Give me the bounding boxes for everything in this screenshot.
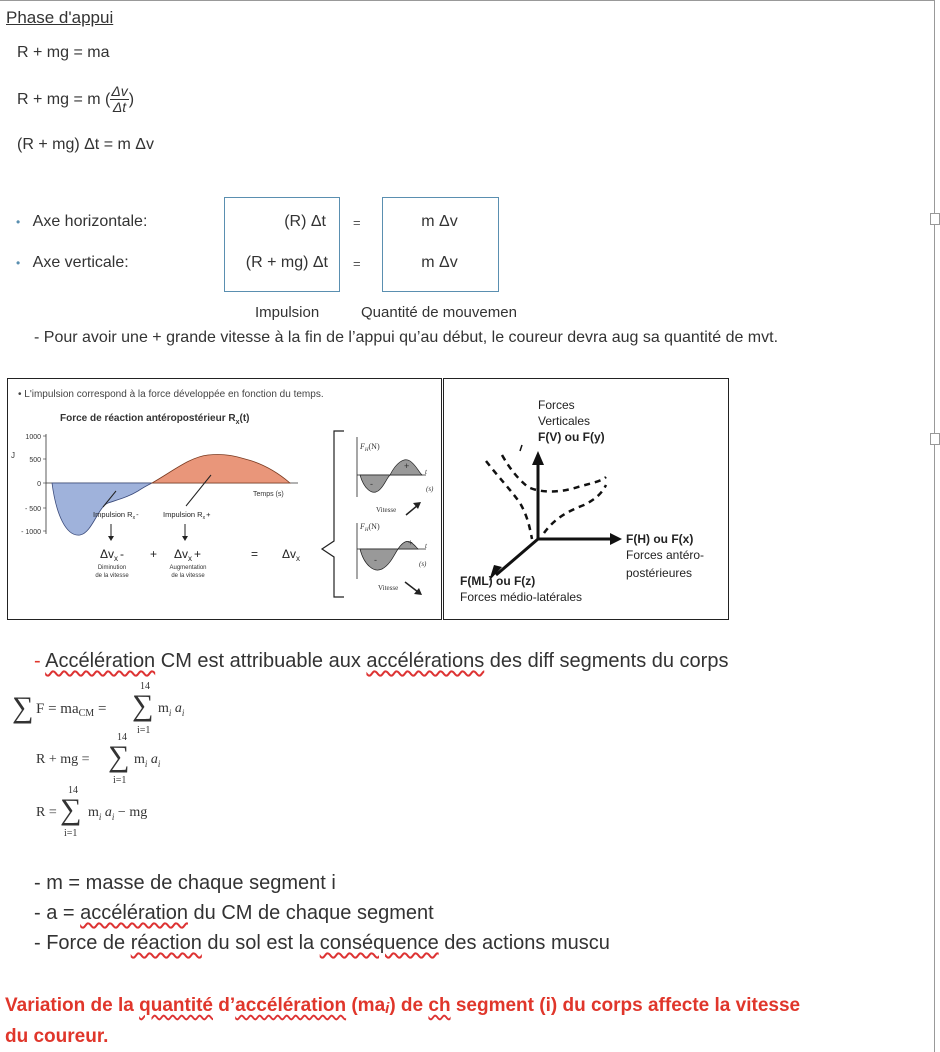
def-acceleration — [34, 902, 434, 925]
bullet-icon: • — [16, 215, 21, 229]
term-a-sub: i — [181, 707, 185, 718]
page-frame-top — [0, 0, 934, 1]
dv-plus-sign: + — [194, 547, 202, 561]
force-curve-dashed — [502, 455, 606, 492]
impulsion-diagram — [8, 379, 441, 619]
dv-plus — [174, 547, 201, 563]
impulse-neg-text: Impulsion R — [93, 510, 133, 519]
formula-3-right: − mg — [114, 805, 148, 820]
term-a: a — [147, 752, 158, 767]
conclusion-text: du coureur. — [5, 1026, 109, 1047]
dv-minus-sub: x — [114, 554, 119, 563]
mini-y-unit: (N) — [368, 442, 380, 451]
term-m-sub: i — [168, 707, 172, 718]
formula-1-sub: CM — [78, 708, 95, 719]
conclusion-text: d’ — [213, 995, 236, 1016]
dv-total-text: Δv — [282, 547, 297, 561]
equation-3: (R + mg) Δt = m Δv — [17, 136, 154, 153]
formula-3-left: R = — [36, 805, 61, 820]
misspelled-word: quantité — [139, 995, 213, 1016]
mini-t-label: t — [425, 468, 427, 476]
sigma-term — [158, 701, 184, 718]
formula-1-text: F = ma — [36, 701, 79, 717]
caption-quantite: Quantité de mouvemen — [361, 304, 517, 321]
mini-minus: - — [370, 479, 373, 489]
figure-forces-panel — [443, 378, 729, 620]
formula-3 — [36, 785, 256, 843]
conclusion-sub: i — [385, 1000, 390, 1017]
augmentation-label: de la vitesse — [171, 573, 205, 579]
dv-total-sub: x — [296, 554, 301, 563]
equation-2-left: R + mg = m ( — [17, 90, 111, 108]
mini-y-unit: (N) — [368, 522, 380, 531]
impulse-pos-text: Impulsion R — [163, 510, 203, 519]
sigma-upper: 14 — [117, 732, 127, 743]
bullet-icon: • — [16, 256, 21, 270]
equation-1: R + mg = ma — [17, 44, 110, 61]
impulse-neg-label — [93, 510, 139, 521]
misspelled-word: conséquence — [319, 932, 439, 954]
medio-lateral-label: Forces médio-latérales — [460, 590, 583, 604]
section-heading: Phase d'appui — [6, 8, 114, 27]
vertical-label: Forces — [538, 398, 575, 412]
cut-mark: J — [11, 451, 15, 460]
note-acceleration — [34, 650, 728, 673]
diminution-label: Diminution — [97, 565, 127, 571]
term-m: m — [88, 805, 99, 820]
dv-minus-text: Δv — [100, 547, 115, 561]
mini-neg-area — [360, 475, 390, 492]
quantite-horizontal: m Δv — [421, 213, 458, 230]
dv-plus-text: Δv — [174, 547, 189, 561]
term-m: m — [158, 701, 169, 716]
conclusion-text: (ma — [346, 995, 386, 1016]
misspelled-word: ch — [428, 995, 451, 1016]
misspelled-word: accélérations — [366, 650, 485, 672]
arrow-down-right-icon — [405, 582, 418, 592]
formula-1-eq: = — [94, 701, 107, 717]
note-text: des diff segments du corps — [484, 650, 729, 672]
down-arrow-icon — [182, 536, 188, 541]
y-tick-label: - 1000 — [21, 529, 41, 536]
y-tick-label: 1000 — [25, 434, 41, 441]
vitesse-label: Vitesse — [376, 506, 397, 514]
mini-minus: - — [374, 555, 377, 565]
sigma-term — [88, 805, 147, 822]
impulse-pos-label — [163, 510, 211, 521]
impulse-neg-sign: - — [136, 510, 139, 519]
mini-s-label: (s) — [419, 560, 427, 568]
y-tick-label: - 500 — [25, 506, 41, 513]
formula-2 — [36, 734, 256, 792]
page-frame-right — [934, 0, 935, 1052]
impulse-pos-sign: + — [206, 510, 211, 519]
axis-label: Axe verticale: — [32, 254, 129, 271]
augmentation-label: Augmentation — [169, 565, 207, 571]
impulsion-vertical — [224, 254, 338, 272]
quantite-vertical: m Δv — [421, 254, 458, 271]
y-tick-label: 500 — [29, 457, 41, 464]
mini-plus: + — [408, 538, 413, 547]
mini-neg-area — [360, 549, 398, 570]
axis-row-vertical — [16, 254, 129, 272]
chart-title-end: (t) — [239, 413, 250, 424]
misspelled-word: accélération — [80, 902, 188, 924]
misspelled-word: Accélération — [45, 650, 156, 672]
y-tick-label: 0 — [37, 481, 41, 488]
def-mass: - m = masse de chaque segment i — [34, 872, 336, 894]
term-m: m — [134, 752, 145, 767]
conclusion-text: ) de — [389, 995, 429, 1016]
medio-lateral-axis — [496, 539, 538, 575]
chart-title-text: Force de réaction antéropostérieur R — [60, 413, 236, 424]
figure-impulsion-panel — [7, 378, 442, 620]
axis-row-horizontal — [16, 213, 147, 231]
term-a: a — [101, 805, 112, 820]
fraction-numerator: Δv — [111, 83, 128, 99]
fraction — [110, 84, 128, 115]
dv-plus-sub: x — [188, 554, 193, 563]
mini-y-sub: H — [364, 448, 369, 453]
mini-y-label — [359, 522, 380, 533]
conclusion-text: segment (i) du corps affecte la vitesse — [450, 995, 801, 1016]
force-curve-dashed — [486, 461, 532, 539]
impulsion-box — [224, 197, 340, 292]
sigma-upper: 14 — [140, 681, 150, 692]
misspelled-word: réaction — [130, 932, 202, 954]
term-a: a — [171, 701, 182, 716]
def-text: du CM de chaque segment — [187, 902, 434, 924]
term-a-sub: i — [111, 811, 115, 822]
quantite-box — [382, 197, 499, 292]
impulsion-horizontal — [224, 213, 338, 231]
dv-minus-sign: - — [120, 547, 125, 561]
chart-title-sub: x — [235, 419, 240, 426]
term-a-sub: i — [157, 758, 161, 769]
horizontal-label: F(H) ou F(x) — [626, 532, 694, 546]
x-axis-label: Temps (s) — [253, 491, 284, 498]
vertical-axis-dash — [520, 445, 522, 451]
brace — [322, 431, 344, 597]
arrow-up-icon — [532, 451, 544, 465]
mini-y-text: F — [360, 522, 365, 531]
def-text: - Force de — [34, 932, 131, 954]
def-text: du sol est la — [201, 932, 320, 954]
misspelled-word: accélération — [235, 995, 347, 1016]
sigma-term — [134, 752, 160, 769]
sigma-lower: i=1 — [64, 828, 78, 839]
sigma-icon: ∑ — [108, 740, 130, 773]
axis-label: Axe horizontale: — [32, 213, 148, 230]
sigma-icon: ∑ — [60, 793, 82, 826]
mini-plus: + — [404, 461, 410, 471]
note-text: CM est attribuable aux — [155, 650, 367, 672]
formula-2-left: R + mg = — [36, 752, 94, 767]
dv-total — [282, 547, 300, 563]
conclusion-text: Variation de la — [5, 995, 140, 1016]
equation-2-right: ) — [128, 90, 135, 108]
down-arrow-icon — [108, 536, 114, 541]
term-m-sub: i — [98, 811, 102, 822]
def-text: - a = — [34, 902, 81, 924]
mini-y-sub: H — [364, 528, 369, 533]
def-reaction — [34, 932, 610, 955]
horizontal-label: postérieures — [626, 566, 693, 580]
equation-2 — [17, 84, 134, 115]
mini-y-text: F — [360, 442, 365, 451]
mini-y-label — [359, 442, 380, 453]
impulse-pos-sub: x — [202, 515, 206, 521]
mini-t-label: t — [425, 542, 427, 550]
term-m-sub: i — [144, 758, 148, 769]
equals-sign: = — [251, 547, 259, 561]
impulsion-value: (R) Δt — [284, 213, 326, 230]
forces-diagram — [444, 379, 728, 619]
diminution-label: de la vitesse — [95, 573, 129, 579]
horizontal-label: Forces antéro- — [626, 548, 705, 562]
vertical-label: Verticales — [538, 414, 591, 428]
sigma-upper: 14 — [68, 785, 78, 796]
def-text: des actions muscu — [438, 932, 610, 954]
formula-1-left — [36, 701, 106, 719]
frame-handle[interactable] — [930, 433, 940, 445]
caption-impulsion: Impulsion — [255, 304, 320, 321]
conclusion — [5, 992, 933, 1051]
equals-sign: = — [353, 215, 361, 230]
equals-sign: = — [353, 256, 361, 271]
plus-sign: + — [150, 547, 158, 561]
sigma-lower: i=1 — [113, 775, 127, 786]
vertical-label: F(V) ou F(y) — [538, 430, 605, 444]
positive-impulse-area — [152, 454, 290, 483]
sigma-icon: ∑ — [132, 689, 154, 722]
vitesse-label: Vitesse — [378, 584, 399, 592]
fraction-denominator: Δt — [112, 99, 127, 115]
medio-lateral-label: F(ML) ou F(z) — [460, 574, 536, 588]
chart-title — [60, 413, 250, 426]
impulsion-value: (R + mg) Δt — [245, 254, 328, 271]
sigma-lower: i=1 — [137, 725, 151, 736]
impulse-neg-sub: x — [132, 515, 136, 521]
dash: - — [34, 650, 46, 672]
sigma-icon: ∑ — [12, 691, 34, 724]
arrow-right-icon — [610, 533, 622, 545]
dv-minus — [100, 547, 124, 563]
mini-s-label: (s) — [426, 485, 434, 493]
frame-handle[interactable] — [930, 213, 940, 225]
note-speed: - Pour avoir une + grande vitesse à la fin de l’appui qu’au début, le coureur devra aug sa quantité de mvt. — [34, 329, 779, 346]
figure-intro: • L'impulsion correspond à la force développée en fonction du temps. — [18, 389, 324, 400]
